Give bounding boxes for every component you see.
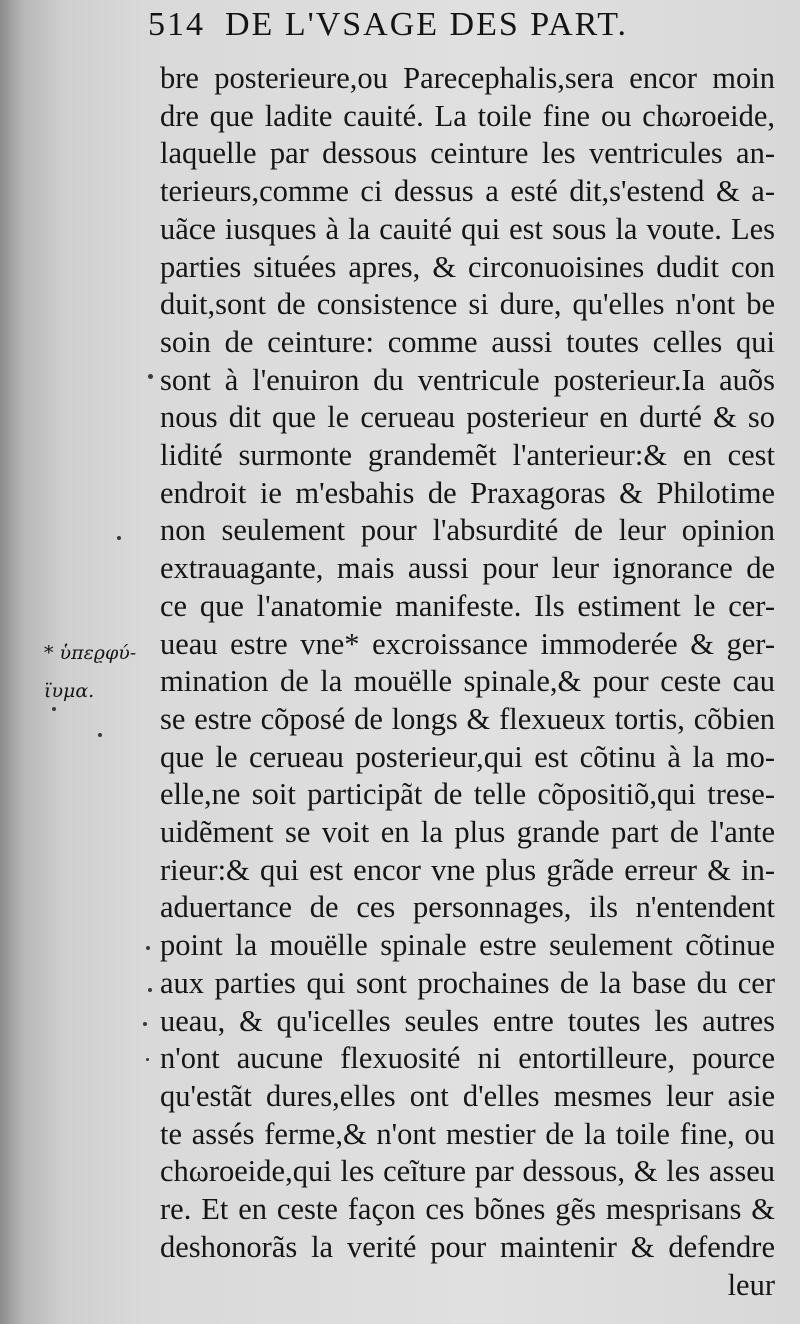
page-number: 514 (148, 6, 205, 43)
body-text (160, 60, 775, 1304)
margin-note (44, 634, 156, 710)
running-title: DE L'VSAGE DES PART. (225, 6, 629, 43)
text-line: uãce iusques à la cauité qui est sous la voute. Les (160, 211, 775, 246)
text-line: soin de ceinture: comme aussi toutes celles qui (160, 324, 775, 359)
text-line: aux parties qui sont prochaines de la base du cer (160, 965, 775, 1000)
ink-speck (52, 707, 56, 711)
text-line: nous dit que le cerueau posterieur en durté & so (160, 400, 775, 435)
text-line: non seulement pour l'absurdité de leur opinion (160, 513, 775, 548)
text-line: duit,sont de consistence si dure, qu'elles n'ont be (160, 287, 775, 322)
binding-gutter (0, 0, 22, 1324)
text-line: ueau, & qu'icelles seules entre toutes les autres (160, 1003, 775, 1038)
text-line: point la mouëlle spinale estre seulement cõtinue (160, 928, 775, 963)
text-line: terieurs,comme ci dessus a esté dit,s'estend & a- (160, 174, 775, 209)
margin-note-line: ϊυμα. (44, 680, 95, 702)
show-through-bleed (40, 214, 150, 304)
text-line: dre que ladite cauité. La toile fine ou chωroeide, (160, 98, 775, 133)
ink-speck (146, 1058, 149, 1061)
text-line: uidẽment se voit en la plus grande part de l'ante (160, 815, 775, 850)
ink-speck (148, 374, 153, 379)
text-line: chωroeide,qui les ceĩture par dessous, & les asseu (160, 1154, 775, 1189)
text-line: elle,ne soit participãt de telle cõpositiõ,qui trese- (160, 777, 775, 812)
ink-speck (148, 988, 152, 992)
ink-speck (117, 536, 121, 540)
text-line: que le cerueau posterieur,qui est cõtinu à la mo- (160, 739, 775, 774)
margin-note-line: * ὑπεϱφύ- (44, 642, 137, 664)
text-line: qu'estãt dures,elles ont d'elles mesmes leur asie (160, 1078, 775, 1113)
ink-speck (143, 1022, 147, 1026)
text-line: sont à l'enuiron du ventricule posterieur.Ia auõs (160, 362, 775, 397)
text-line: re. Et en ceste façon ces bõnes gẽs mesprisans & (160, 1192, 775, 1227)
text-line: leur (727, 1267, 775, 1302)
text-line: mination de la mouëlle spinale,& pour ceste cau (160, 664, 775, 699)
text-line: extrauagante, mais aussi pour leur ignorance de (160, 551, 775, 586)
text-line: endroit ie m'esbahis de Praxagoras & Philotime (160, 475, 775, 510)
text-line: rieur:& qui est encor vne plus grãde erreur & in- (160, 852, 775, 887)
text-line: lidité surmonte grandemẽt l'anterieur:& en cest (160, 438, 775, 473)
text-line: deshonorãs la verité pour maintenir & defendre (160, 1229, 775, 1264)
text-line: aduertance de ces personnages, ils n'entendent (160, 890, 775, 925)
text-line: te assés ferme,& n'ont mestier de la toile fine, ou (160, 1116, 775, 1151)
text-line: se estre cõposé de longs & flexueux tortis, cõbien (160, 701, 775, 736)
text-line: ueau estre vne* excroissance immoderée & ger- (160, 626, 775, 661)
text-line: laquelle par dessous ceinture les ventricules an- (160, 136, 775, 171)
text-line: n'ont aucune flexuosité ni entortilleure, pource (160, 1041, 775, 1076)
text-line: bre posterieure,ou Parecephalis,sera encor moin (160, 61, 775, 95)
text-line: ce que l'anatomie manifeste. Ils estiment le cer- (160, 588, 775, 623)
ink-speck (146, 946, 150, 950)
ink-speck (98, 733, 102, 737)
text-line: parties situées apres, & circonuoisines dudit con (160, 249, 775, 284)
running-head (148, 6, 788, 54)
